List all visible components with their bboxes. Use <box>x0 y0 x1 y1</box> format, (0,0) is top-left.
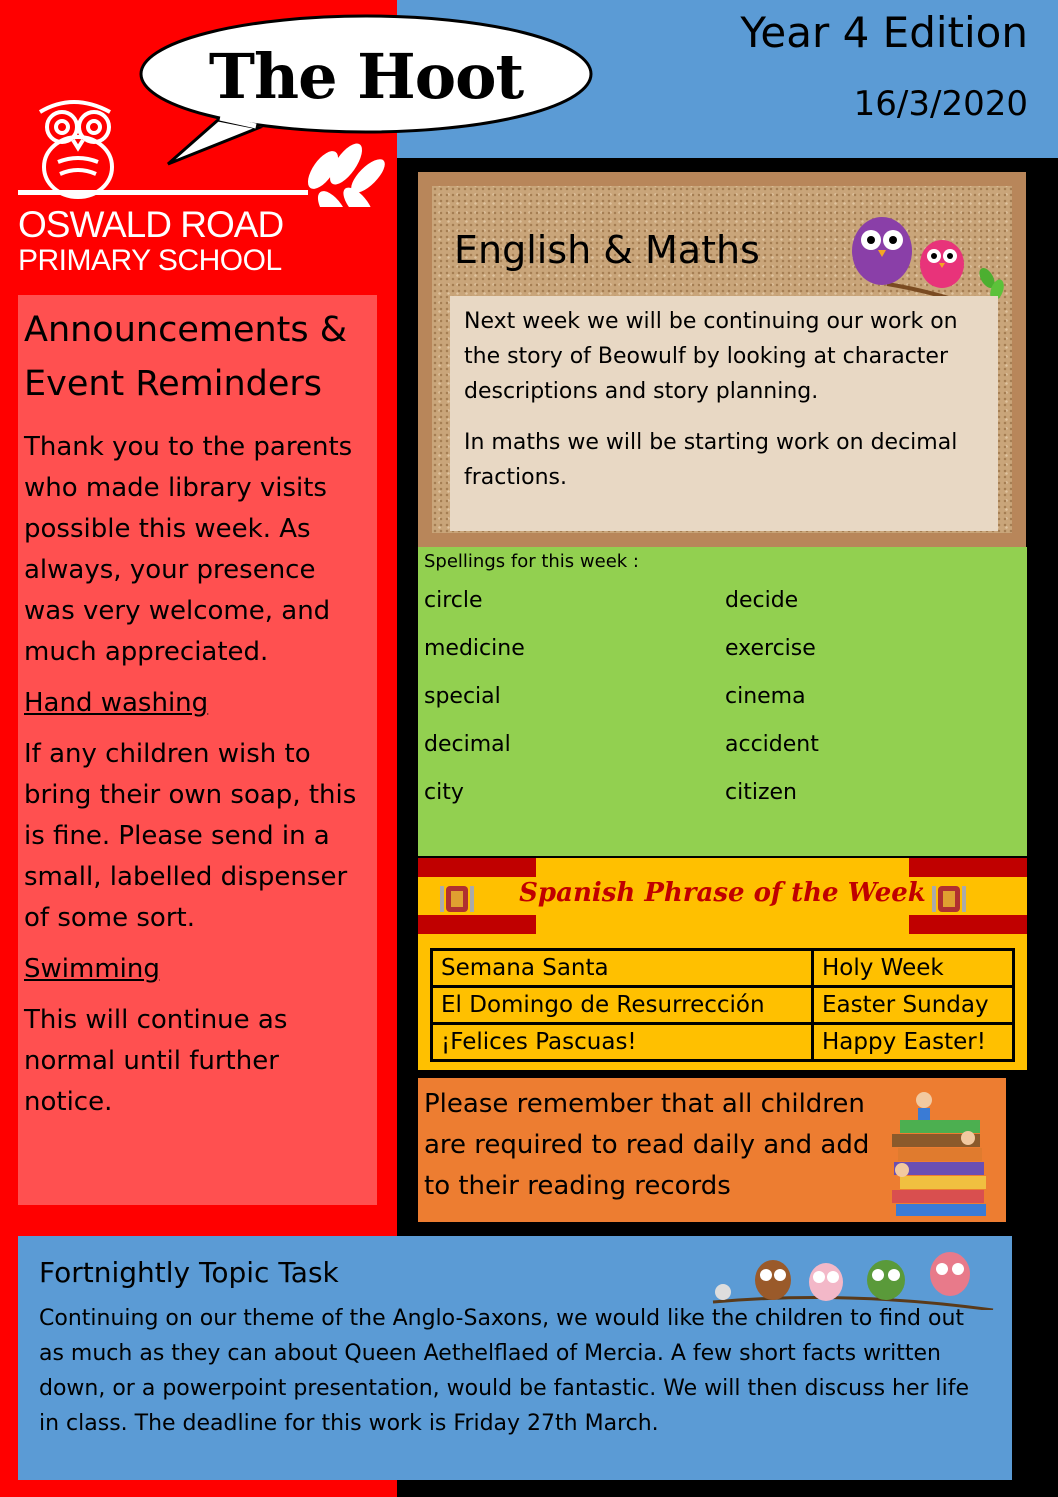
spelling-word: decide <box>725 588 799 613</box>
owls-on-branch-icon <box>847 206 1007 306</box>
swimming-heading: Swimming <box>24 954 160 984</box>
announcements-heading: Announcements & Event Reminders <box>24 310 348 404</box>
edition-label: Year 4 Edition <box>740 8 1028 57</box>
newsletter-title: The Hoot <box>208 40 524 113</box>
spelling-word: cinema <box>725 684 806 709</box>
phrase-spanish: El Domingo de Resurrección <box>432 987 813 1024</box>
topic-text: Continuing on our theme of the Anglo-Saxons, we would like the children to find out as much as they can about Queen Aethelflaed of Mercia. A few short facts written down, or a powerpoint presentation, would be fantastic. We will then discuss her life in class. The deadline for this work is Friday 27th March. <box>39 1306 970 1436</box>
phrase-spanish: ¡Felices Pascuas! <box>432 1024 813 1061</box>
reading-reminder-panel <box>418 1078 1006 1222</box>
owl-logo-icon <box>18 92 388 207</box>
phrase-spanish: Semana Santa <box>432 950 813 987</box>
spellings-title: Spellings for this week : <box>424 551 639 572</box>
spellings-panel <box>418 547 1027 856</box>
phrase-english: Easter Sunday <box>813 987 1014 1024</box>
phrase-english: Holy Week <box>813 950 1014 987</box>
issue-date: 16/3/2020 <box>853 84 1028 124</box>
school-name-line1: OSWALD ROAD <box>18 204 284 245</box>
announcements-intro: Thank you to the parents who made library visits possible this week. As always, your presence was very welcome, and much appreciated. <box>24 432 353 667</box>
topic-heading: Fortnightly Topic Task <box>39 1256 339 1289</box>
spelling-word: accident <box>725 732 819 757</box>
announcements-panel <box>18 295 377 1205</box>
book-stack-icon <box>886 1084 996 1219</box>
corkboard <box>432 186 1012 533</box>
spelling-word: special <box>424 684 501 709</box>
spelling-word: medicine <box>424 636 525 661</box>
english-maths-para2: In maths we will be starting work on decimal fractions. <box>464 430 958 490</box>
reading-reminder-text: Please remember that all children are required to read daily and add to their reading records <box>424 1089 870 1201</box>
school-name-line2: PRIMARY SCHOOL <box>18 244 282 277</box>
swimming-text: This will continue as normal until further notice. <box>24 1005 288 1117</box>
school-logo <box>18 92 388 282</box>
spanish-title: Spanish Phrase of the Week <box>519 878 926 908</box>
spanish-phrase-panel <box>418 858 1027 1070</box>
phrase-english: Happy Easter! <box>813 1024 1014 1061</box>
hand-washing-heading: Hand washing <box>24 688 209 718</box>
hand-washing-text: If any children wish to bring their own soap, this is fine. Please send in a small, labelled dispenser of some sort. <box>24 739 357 933</box>
spelling-word: circle <box>424 588 483 613</box>
english-maths-heading: English & Maths <box>454 228 760 272</box>
spelling-word: exercise <box>725 636 816 661</box>
english-maths-para1: Next week we will be continuing our work on the story of Beowulf by looking at character descriptions and story planning. <box>464 309 958 404</box>
spelling-word: citizen <box>725 780 797 805</box>
spelling-word: city <box>424 780 464 805</box>
english-maths-note <box>450 296 998 531</box>
owl-row-icon <box>708 1250 998 1310</box>
spellings-list <box>424 584 1021 809</box>
spelling-word: decimal <box>424 732 511 757</box>
table-row <box>432 950 1014 987</box>
table-row <box>432 1024 1014 1061</box>
phrase-table <box>430 948 1015 1062</box>
table-row <box>432 987 1014 1024</box>
corkboard-frame <box>418 172 1026 547</box>
topic-task-panel <box>18 1236 1012 1480</box>
